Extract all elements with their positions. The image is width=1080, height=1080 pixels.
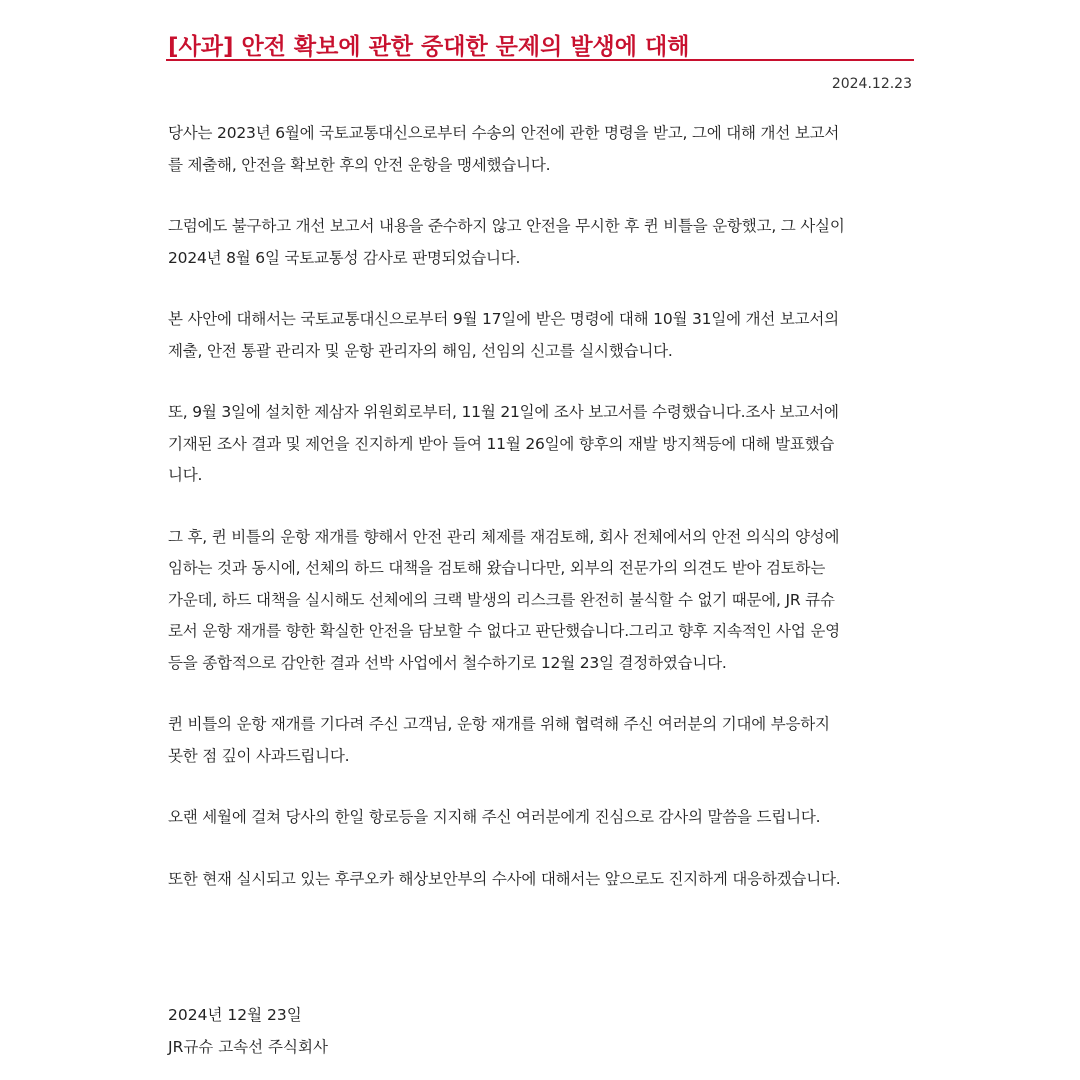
paragraph-line: 등을 종합적으로 감안한 결과 선박 사업에서 철수하기로 12월 23일 결정하였습니다. [168, 653, 727, 672]
body-paragraph [168, 802, 916, 834]
paragraph-line: 또한 현재 실시되고 있는 후쿠오카 해상보안부의 수사에 대해서는 앞으로도 진지하게 대응하겠습니다. [168, 869, 841, 888]
paragraph-line: 본 사안에 대해서는 국토교통대신으로부터 9월 17일에 받은 명령에 대해 10월 31일에 개선 보고서의 [168, 310, 839, 328]
body-paragraph [168, 118, 916, 181]
paragraph-line: 기재된 조사 결과 및 제언을 진지하게 받아 들여 11월 26일에 향후의 재발 방지책등에 대해 발표했습 [168, 434, 835, 453]
paragraph-line: 퀸 비틀의 운항 재개를 기다려 주신 고객님, 운항 재개를 위해 협력해 주신 여러분의 기대에 부응하지 [168, 715, 830, 733]
paragraph-line: 로서 운항 재개를 향한 확실한 안전을 담보할 수 없다고 판단했습니다.그리고 향후 지속적인 사업 운영 [168, 622, 840, 640]
notice-body [168, 118, 916, 925]
notice-title: [사과] 안전 확보에 관한 중대한 문제의 발생에 대해 [168, 34, 690, 61]
notice-date: 2024.12.23 [831, 76, 912, 92]
paragraph-line: 제출, 안전 통괄 관리자 및 운항 관리자의 해임, 선임의 신고를 실시했습니다. [168, 341, 673, 360]
paragraph-line: 그럼에도 불구하고 개선 보고서 내용을 준수하지 않고 안전을 무시한 후 퀸 비틀을 운항했고, 그 사실이 [168, 217, 845, 235]
paragraph-line: 당사는 2023년 6월에 국토교통대신으로부터 수송의 안전에 관한 명령을 받고, 그에 대해 개선 보고서 [168, 124, 840, 142]
signature-company: JR규슈 고속선 주식회사 [168, 1038, 328, 1056]
paragraph-line: 못한 점 깊이 사과드립니다. [168, 746, 350, 765]
paragraph-line: 임하는 것과 동시에, 선체의 하드 대책을 검토해 왔습니다만, 외부의 전문가의 의견도 받아 검토하는 [168, 559, 826, 577]
signature-block [168, 999, 328, 1063]
paragraph-line: 그 후, 퀸 비틀의 운항 재개를 향해서 안전 관리 체제를 재검토해, 회사 전체에서의 안전 의식의 양성에 [168, 527, 840, 546]
body-paragraph [168, 522, 916, 680]
paragraph-line: 오랜 세월에 걸쳐 당사의 한일 항로등을 지지해 주신 여러분에게 진심으로 감사의 말씀을 드립니다. [168, 808, 821, 826]
body-paragraph [168, 211, 916, 274]
signature-date: 2024년 12월 23일 [168, 1006, 302, 1024]
paragraph-line: 2024년 8월 6일 국토교통성 감사로 판명되었습니다. [168, 248, 521, 267]
paragraph-line: 가운데, 하드 대책을 실시해도 선체에의 크랙 발생의 리스크를 완전히 불식할 수 없기 때문에, JR 큐슈 [168, 590, 835, 609]
paragraph-line: 니다. [168, 466, 203, 484]
body-paragraph [168, 304, 916, 367]
paragraph-line: 를 제출해, 안전을 확보한 후의 안전 운항을 맹세했습니다. [168, 155, 551, 174]
body-paragraph [168, 709, 916, 772]
body-paragraph [168, 397, 916, 492]
paragraph-line: 또, 9월 3일에 설치한 제삼자 위원회로부터, 11월 21일에 조사 보고서를 수령했습니다.조사 보고서에 [168, 403, 839, 421]
body-paragraph [168, 864, 916, 896]
title-divider [166, 59, 914, 61]
